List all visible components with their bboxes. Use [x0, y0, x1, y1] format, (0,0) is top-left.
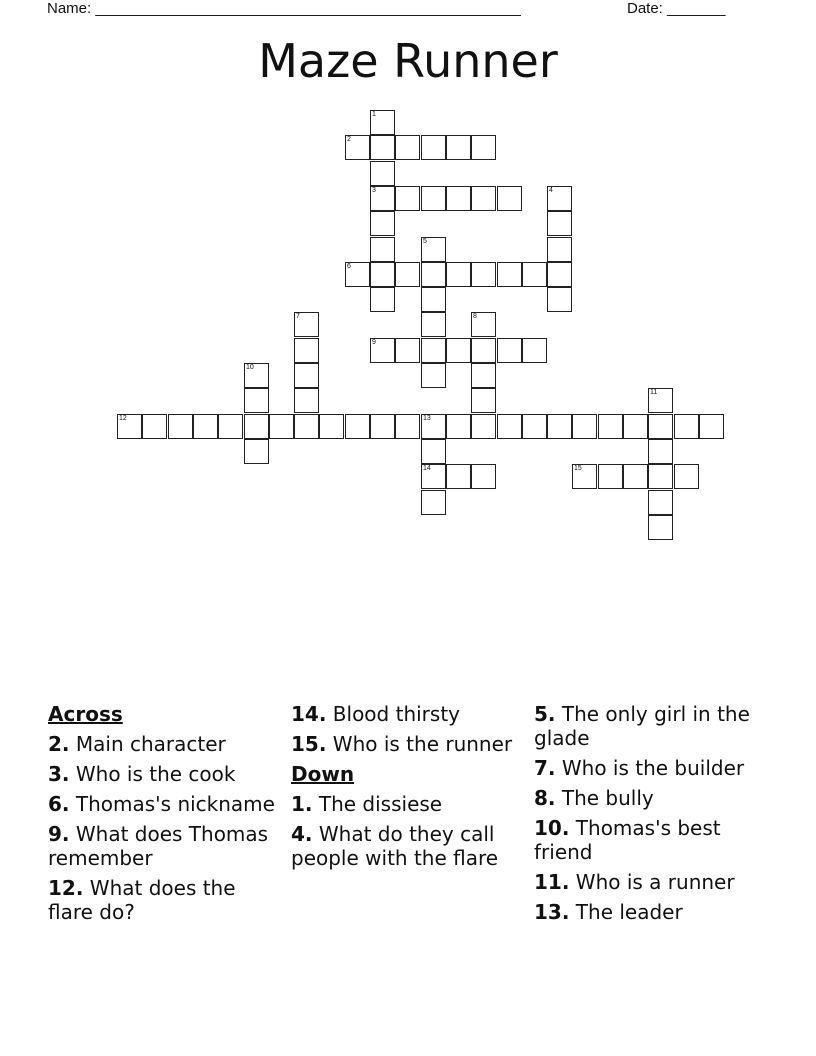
clue-column-2 — [291, 702, 523, 876]
grid-cell[interactable] — [395, 338, 420, 363]
clue-across-12 — [48, 876, 280, 924]
cell-number: 12 — [119, 415, 127, 422]
grid-cell[interactable] — [497, 414, 522, 439]
grid-cell[interactable] — [244, 414, 269, 439]
grid-cell[interactable] — [699, 414, 724, 439]
clue-across-14 — [291, 702, 523, 726]
grid-cell[interactable] — [395, 186, 420, 211]
grid-cell[interactable] — [370, 262, 395, 287]
grid-cell[interactable] — [421, 237, 446, 262]
clue-column-1 — [48, 702, 280, 930]
grid-cell[interactable] — [471, 414, 496, 439]
grid-cell[interactable] — [168, 414, 193, 439]
clue-number: 7. — [534, 756, 556, 780]
grid-cell[interactable] — [370, 135, 395, 160]
grid-cell[interactable] — [547, 186, 572, 211]
cell-number: 3 — [372, 187, 376, 194]
clue-text: The only girl in the glade — [534, 702, 750, 750]
grid-cell[interactable] — [674, 414, 699, 439]
grid-cell[interactable] — [218, 414, 243, 439]
grid-cell[interactable] — [471, 363, 496, 388]
cell-number: 6 — [347, 263, 351, 270]
grid-cell[interactable] — [345, 414, 370, 439]
grid-cell[interactable] — [193, 414, 218, 439]
grid-cell[interactable] — [623, 414, 648, 439]
clue-down-8 — [534, 786, 766, 810]
clue-number: 14. — [291, 702, 327, 726]
cell-number: 8 — [473, 313, 477, 320]
grid-cell[interactable] — [294, 363, 319, 388]
grid-cell[interactable] — [471, 262, 496, 287]
down-heading: Down — [291, 762, 355, 786]
grid-cell[interactable] — [117, 414, 142, 439]
clue-down-11 — [534, 870, 766, 894]
grid-cell[interactable] — [421, 312, 446, 337]
grid-cell[interactable] — [522, 414, 547, 439]
clue-number: 12. — [48, 876, 84, 900]
grid-cell[interactable] — [294, 312, 319, 337]
date-field[interactable]: Date: _______ — [627, 0, 726, 17]
grid-cell[interactable] — [421, 464, 446, 489]
grid-cell[interactable] — [345, 135, 370, 160]
grid-cell[interactable] — [648, 388, 673, 413]
clue-number: 11. — [534, 870, 570, 894]
clue-text: The leader — [575, 900, 683, 924]
clue-text: What do they call people with the flare — [291, 822, 499, 870]
clue-number: 5. — [534, 702, 556, 726]
grid-cell[interactable] — [294, 338, 319, 363]
grid-cell[interactable] — [497, 186, 522, 211]
clue-down-10 — [534, 816, 766, 864]
grid-cell[interactable] — [421, 414, 446, 439]
clue-text: Blood thirsty — [332, 702, 460, 726]
grid-cell[interactable] — [370, 161, 395, 186]
across-heading: Across — [48, 702, 123, 726]
grid-cell[interactable] — [370, 237, 395, 262]
clue-number: 10. — [534, 816, 570, 840]
grid-cell[interactable] — [421, 186, 446, 211]
grid-cell[interactable] — [446, 135, 471, 160]
grid-cell[interactable] — [446, 186, 471, 211]
grid-cell[interactable] — [522, 262, 547, 287]
grid-cell[interactable] — [547, 237, 572, 262]
grid-cell[interactable] — [471, 135, 496, 160]
grid-cell[interactable] — [471, 338, 496, 363]
grid-cell[interactable] — [471, 464, 496, 489]
clue-text: What does the flare do? — [48, 876, 236, 924]
grid-cell[interactable] — [345, 262, 370, 287]
grid-cell[interactable] — [421, 135, 446, 160]
grid-cell[interactable] — [497, 262, 522, 287]
clue-number: 1. — [291, 792, 313, 816]
clue-number: 3. — [48, 762, 70, 786]
cell-number: 10 — [246, 364, 254, 371]
clue-text: Who is the cook — [75, 762, 236, 786]
grid-cell[interactable] — [572, 464, 597, 489]
clue-number: 8. — [534, 786, 556, 810]
grid-cell[interactable] — [421, 262, 446, 287]
grid-cell[interactable] — [471, 312, 496, 337]
grid-cell[interactable] — [471, 186, 496, 211]
grid-cell[interactable] — [244, 363, 269, 388]
grid-cell[interactable] — [421, 338, 446, 363]
grid-cell[interactable] — [648, 414, 673, 439]
clue-across-6 — [48, 792, 280, 816]
clue-across-15 — [291, 732, 523, 756]
clue-down-13 — [534, 900, 766, 924]
clue-text: Who is the builder — [561, 756, 745, 780]
grid-cell[interactable] — [421, 287, 446, 312]
grid-cell[interactable] — [648, 439, 673, 464]
grid-cell[interactable] — [572, 414, 597, 439]
grid-cell[interactable] — [370, 414, 395, 439]
clue-number: 9. — [48, 822, 70, 846]
grid-cell[interactable] — [547, 287, 572, 312]
grid-cell[interactable] — [319, 414, 344, 439]
grid-cell[interactable] — [370, 186, 395, 211]
cell-number: 5 — [423, 238, 427, 245]
grid-cell[interactable] — [598, 414, 623, 439]
cell-number: 7 — [296, 313, 300, 320]
clue-number: 15. — [291, 732, 327, 756]
clue-number: 4. — [291, 822, 313, 846]
grid-cell[interactable] — [269, 414, 294, 439]
clue-down-4 — [291, 822, 523, 870]
grid-cell[interactable] — [395, 262, 420, 287]
grid-cell[interactable] — [446, 338, 471, 363]
grid-cell[interactable] — [421, 490, 446, 515]
clue-text: Main character — [75, 732, 226, 756]
clue-across-3 — [48, 762, 280, 786]
clue-down-1 — [291, 792, 523, 816]
grid-cell[interactable] — [142, 414, 167, 439]
grid-cell[interactable] — [446, 262, 471, 287]
clue-text: Thomas's best friend — [534, 816, 721, 864]
grid-cell[interactable] — [370, 211, 395, 236]
cell-number: 4 — [549, 187, 553, 194]
grid-cell[interactable] — [446, 414, 471, 439]
clue-text: What does Thomas remember — [48, 822, 269, 870]
grid-cell[interactable] — [623, 464, 648, 489]
clue-column-3 — [534, 702, 766, 930]
clue-text: Who is a runner — [575, 870, 735, 894]
clue-text: Who is the runner — [332, 732, 513, 756]
cell-number: 11 — [650, 389, 658, 396]
clue-text: The dissiese — [318, 792, 443, 816]
clue-across-9 — [48, 822, 280, 870]
page-title: Maze Runner — [258, 34, 558, 88]
clue-down-5 — [534, 702, 766, 750]
grid-cell[interactable] — [522, 338, 547, 363]
grid-cell[interactable] — [648, 490, 673, 515]
grid-cell[interactable] — [370, 338, 395, 363]
grid-cell[interactable] — [370, 110, 395, 135]
grid-cell[interactable] — [547, 211, 572, 236]
grid-cell[interactable] — [421, 363, 446, 388]
grid-cell[interactable] — [395, 135, 420, 160]
grid-cell[interactable] — [370, 287, 395, 312]
cell-number: 9 — [372, 339, 376, 346]
clue-number: 13. — [534, 900, 570, 924]
grid-cell[interactable] — [674, 464, 699, 489]
grid-cell[interactable] — [395, 414, 420, 439]
cell-number: 15 — [574, 465, 582, 472]
grid-cell[interactable] — [421, 439, 446, 464]
grid-cell[interactable] — [294, 388, 319, 413]
clue-number: 2. — [48, 732, 70, 756]
grid-cell[interactable] — [598, 464, 623, 489]
name-field[interactable]: Name: ___________________________________________________ — [47, 0, 521, 17]
grid-cell[interactable] — [547, 262, 572, 287]
clue-across-2 — [48, 732, 280, 756]
cell-number: 1 — [372, 111, 376, 118]
grid-cell[interactable] — [471, 388, 496, 413]
grid-cell[interactable] — [648, 515, 673, 540]
clue-text: The bully — [561, 786, 654, 810]
cell-number: 14 — [423, 465, 431, 472]
grid-cell[interactable] — [244, 439, 269, 464]
grid-cell[interactable] — [547, 414, 572, 439]
grid-cell[interactable] — [446, 464, 471, 489]
clue-text: Thomas's nickname — [75, 792, 275, 816]
clue-number: 6. — [48, 792, 70, 816]
grid-cell[interactable] — [648, 464, 673, 489]
clue-down-7 — [534, 756, 766, 780]
cell-number: 2 — [347, 136, 351, 143]
grid-cell[interactable] — [497, 338, 522, 363]
grid-cell[interactable] — [244, 388, 269, 413]
grid-cell[interactable] — [294, 414, 319, 439]
cell-number: 13 — [423, 415, 431, 422]
